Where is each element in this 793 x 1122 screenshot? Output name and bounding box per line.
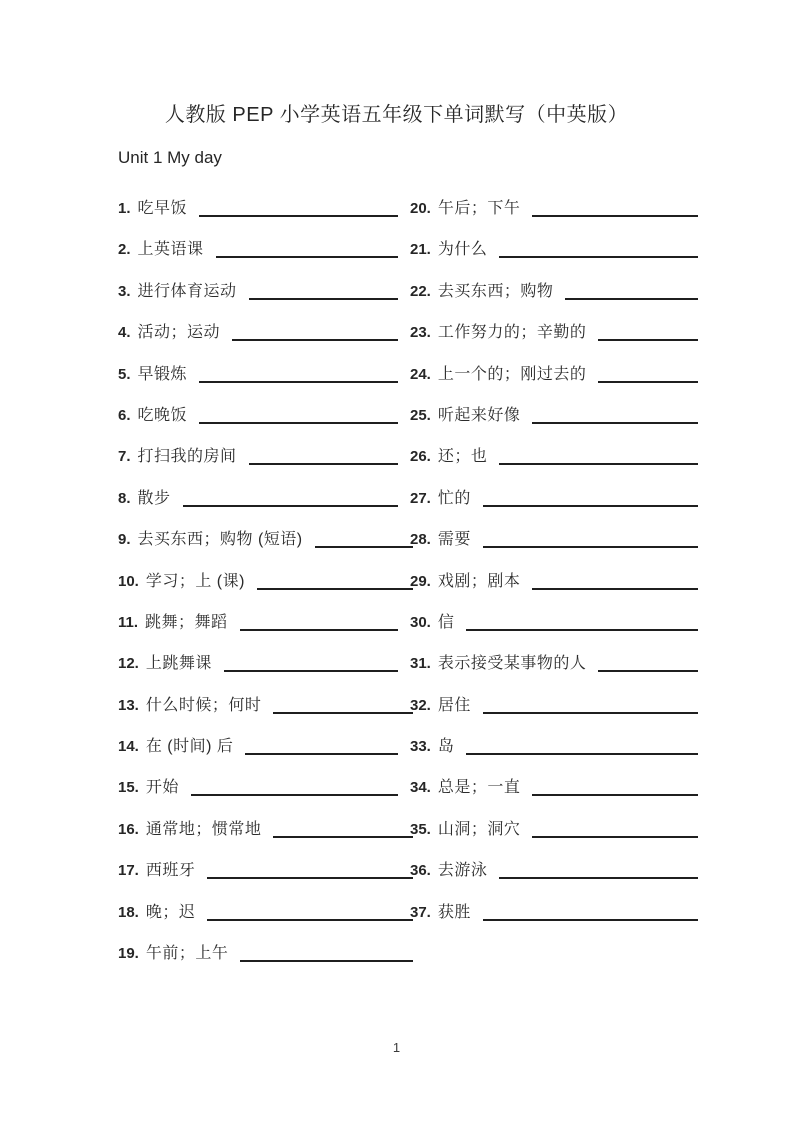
answer-blank[interactable] [466,628,698,631]
item-number: 24. [410,365,431,383]
list-item [410,814,710,842]
item-label: 通常地；惯常地 [145,820,262,838]
answer-blank[interactable] [483,545,698,548]
list-item [410,524,710,552]
list-item [118,607,410,635]
item-label: 上跳舞课 [145,655,212,673]
item-label: 去游泳 [437,862,488,880]
answer-blank[interactable] [191,793,398,796]
answer-blank[interactable] [598,338,698,341]
item-number: 7. [118,448,131,466]
answer-blank[interactable] [565,297,698,300]
item-number: 16. [118,820,139,838]
item-number: 37. [410,903,431,921]
page-number: 1 [392,1040,401,1055]
answer-blank[interactable] [183,504,398,507]
answer-blank[interactable] [466,752,698,755]
list-item [410,441,710,469]
item-number: 20. [410,200,431,217]
list-item [118,938,410,966]
list-row [118,731,710,772]
document-title: 人教版 PEP 小学英语五年级下单词默写（中英版） [164,104,629,126]
item-number: 15. [118,779,139,797]
answer-blank[interactable] [483,918,698,921]
item-number: 8. [118,489,131,507]
answer-blank[interactable] [483,504,698,507]
item-label: 总是；一直 [437,779,521,797]
item-number: 2. [118,241,131,259]
item-number: 32. [410,696,431,714]
item-number: 27. [410,489,431,507]
item-label: 信 [437,613,455,631]
list-item [118,524,410,552]
answer-blank[interactable] [232,338,398,341]
item-label: 西班牙 [145,862,196,880]
item-number: 28. [410,531,431,549]
item-label: 需要 [437,531,471,549]
item-number: 13. [118,696,139,714]
list-row [118,193,710,234]
item-label: 学习；上 (课) [145,572,245,590]
answer-blank[interactable] [532,214,698,217]
list-item [118,276,410,304]
item-label: 打扫我的房间 [137,448,237,466]
answer-blank[interactable] [207,876,413,879]
answer-blank[interactable] [499,876,698,879]
item-number: 5. [118,365,131,383]
list-item [410,234,710,262]
item-number: 25. [410,406,431,424]
item-label: 散步 [137,489,171,507]
list-item [118,359,410,387]
item-number: 14. [118,738,139,756]
item-number: 6. [118,406,131,424]
item-label: 午前；上午 [145,945,229,963]
list-row [118,317,710,358]
item-label: 岛 [437,738,455,756]
item-label: 跳舞；舞蹈 [145,613,228,631]
list-row [118,566,710,607]
item-number: 9. [118,531,131,549]
item-number: 29. [410,572,431,590]
list-item [118,690,410,718]
answer-blank[interactable] [240,959,413,962]
list-row [118,938,710,979]
list-item [118,193,410,221]
list-item [410,400,710,428]
item-number: 17. [118,862,139,880]
answer-blank[interactable] [199,380,398,383]
list-row [118,648,710,689]
answer-blank[interactable] [499,462,698,465]
list-item [118,648,410,676]
answer-blank[interactable] [532,587,698,590]
answer-blank[interactable] [315,545,413,548]
answer-blank[interactable] [499,255,698,258]
list-row [118,814,710,855]
word-list [118,193,710,979]
answer-blank[interactable] [216,255,398,258]
list-item [118,772,410,800]
item-number: 30. [410,613,431,631]
list-item [410,317,710,345]
answer-blank[interactable] [532,421,698,424]
list-item [410,566,710,594]
list-item [410,607,710,635]
item-number: 1. [118,200,131,217]
list-item [410,483,710,511]
answer-blank[interactable] [532,793,698,796]
item-label: 吃早饭 [137,200,188,217]
item-number: 21. [410,241,431,259]
unit-heading: Unit 1 My day [118,148,222,167]
item-label: 吃晚饭 [137,406,188,424]
list-item [118,234,410,262]
list-row [118,234,710,275]
answer-blank[interactable] [207,918,413,921]
item-label: 去买东西；购物 (短语) [137,531,303,549]
item-label: 去买东西；购物 [437,282,554,300]
item-number: 11. [118,613,139,631]
list-item [410,690,710,718]
item-number: 22. [410,282,431,300]
answer-blank[interactable] [249,297,398,300]
answer-blank[interactable] [273,835,413,838]
list-row [118,524,710,565]
list-item [410,648,710,676]
list-row [118,359,710,400]
answer-blank[interactable] [240,628,398,631]
list-item [118,814,410,842]
list-item [118,897,410,925]
item-number: 26. [410,448,431,466]
item-number: 34. [410,779,431,797]
item-label: 听起来好像 [437,406,521,424]
list-item [410,897,710,925]
list-item [410,276,710,304]
list-item [410,772,710,800]
item-number: 18. [118,903,139,921]
item-label: 居住 [437,696,471,714]
list-item [118,317,410,345]
item-label: 上一个的；刚过去的 [437,365,587,383]
list-row [118,607,710,648]
item-label: 上英语课 [137,241,204,259]
list-row [118,483,710,524]
answer-blank[interactable] [532,835,698,838]
list-item [118,855,410,883]
answer-blank[interactable] [483,711,698,714]
answer-blank[interactable] [273,711,413,714]
item-label: 山洞；洞穴 [437,820,521,838]
item-label: 晚；迟 [145,903,196,921]
answer-blank[interactable] [257,587,413,590]
item-number: 31. [410,655,431,673]
item-number: 36. [410,862,431,880]
item-label: 还；也 [437,448,488,466]
item-number: 23. [410,324,431,342]
item-label: 早锻炼 [137,365,188,383]
list-row [118,441,710,482]
answer-blank[interactable] [598,380,698,383]
list-row [118,772,710,813]
answer-blank[interactable] [245,752,398,755]
item-number: 4. [118,324,131,342]
answer-blank[interactable] [199,421,398,424]
list-item [410,193,710,221]
item-label: 进行体育运动 [137,282,237,300]
list-row [118,897,710,938]
list-item [118,731,410,759]
item-label: 表示接受某事物的人 [437,655,587,673]
item-number: 12. [118,655,139,673]
item-number: 10. [118,572,139,590]
list-item [118,566,410,594]
item-label: 开始 [145,779,179,797]
list-item [118,483,410,511]
list-row [118,855,710,896]
list-item [410,855,710,883]
item-label: 获胜 [437,903,471,921]
answer-blank[interactable] [598,669,698,672]
list-row [118,276,710,317]
item-label: 为什么 [437,241,488,259]
item-label: 戏剧；剧本 [437,572,521,590]
item-number: 35. [410,820,431,838]
item-label: 活动；运动 [137,324,221,342]
item-label: 忙的 [437,489,471,507]
list-item [118,400,410,428]
list-row [118,400,710,441]
list-item [118,441,410,469]
answer-blank[interactable] [249,462,398,465]
answer-blank[interactable] [224,669,398,672]
item-label: 午后；下午 [437,200,521,217]
item-number: 3. [118,282,131,300]
item-label: 什么时候；何时 [145,696,262,714]
item-number: 19. [118,945,139,963]
item-number: 33. [410,738,431,756]
list-item [410,359,710,387]
item-label: 工作努力的；辛勤的 [437,324,587,342]
answer-blank[interactable] [199,214,398,217]
list-item [410,731,710,759]
item-label: 在 (时间) 后 [145,738,234,756]
list-row [118,690,710,731]
